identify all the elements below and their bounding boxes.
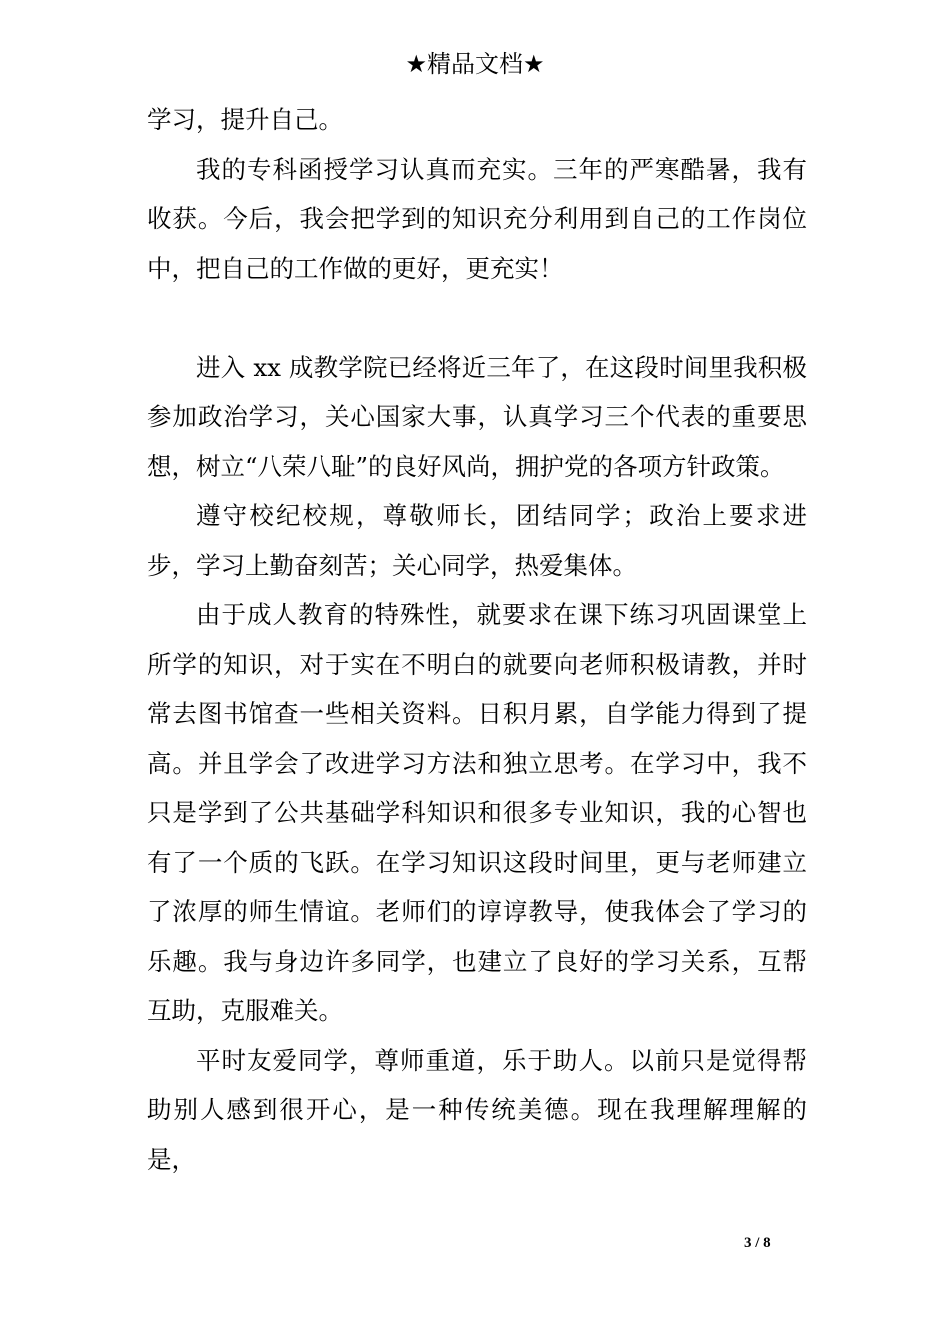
- document-header: ★精品文档★: [405, 50, 545, 78]
- page-number: 3 / 8: [744, 1235, 771, 1251]
- paragraph: 由于成人教育的特殊性，就要求在课下练习巩固课堂上所学的知识，对于实在不明白的就要向老师积极请教，并时常去图书馆查一些相关资料。日积月累，自学能力得到了提高。并且学会了改进学习方法和独立思考。在学习中，我不只是学到了公共基础学科知识和很多专业知识，我的心智也有了一个质的飞跃。在学习知识这段时间里，更与老师建立了浓厚的师生情谊。老师们的谆谆教导，使我体会了学习的乐趣。我与身边许多同学，也建立了良好的学习关系，互帮互助，克服难关。: [147, 600, 807, 1025]
- paragraph: 平时友爱同学，尊师重道，乐于助人。以前只是觉得帮助别人感到很开心，是一种传统美德。现在我理解理解的是，: [147, 1045, 807, 1174]
- paragraph-continuation: 学习，提升自己。: [147, 105, 343, 134]
- paragraph: 我的专科函授学习认真而充实。三年的严寒酷暑，我有收获。今后，我会把学到的知识充分利用到自己的工作岗位中，把自己的工作做的更好，更充实！: [147, 154, 807, 283]
- paragraph: 遵守校纪校规，尊敬师长，团结同学；政治上要求进步，学习上勤奋刻苦；关心同学，热爱集体。: [147, 501, 807, 580]
- paragraph: 进入 xx 成教学院已经将近三年了，在这段时间里我积极参加政治学习，关心国家大事，认真学习三个代表的重要思想，树立“八荣八耻”的良好风尚，拥护党的各项方针政策。: [147, 352, 807, 481]
- paragraph-gap: [147, 293, 807, 343]
- document-body: [147, 95, 807, 1184]
